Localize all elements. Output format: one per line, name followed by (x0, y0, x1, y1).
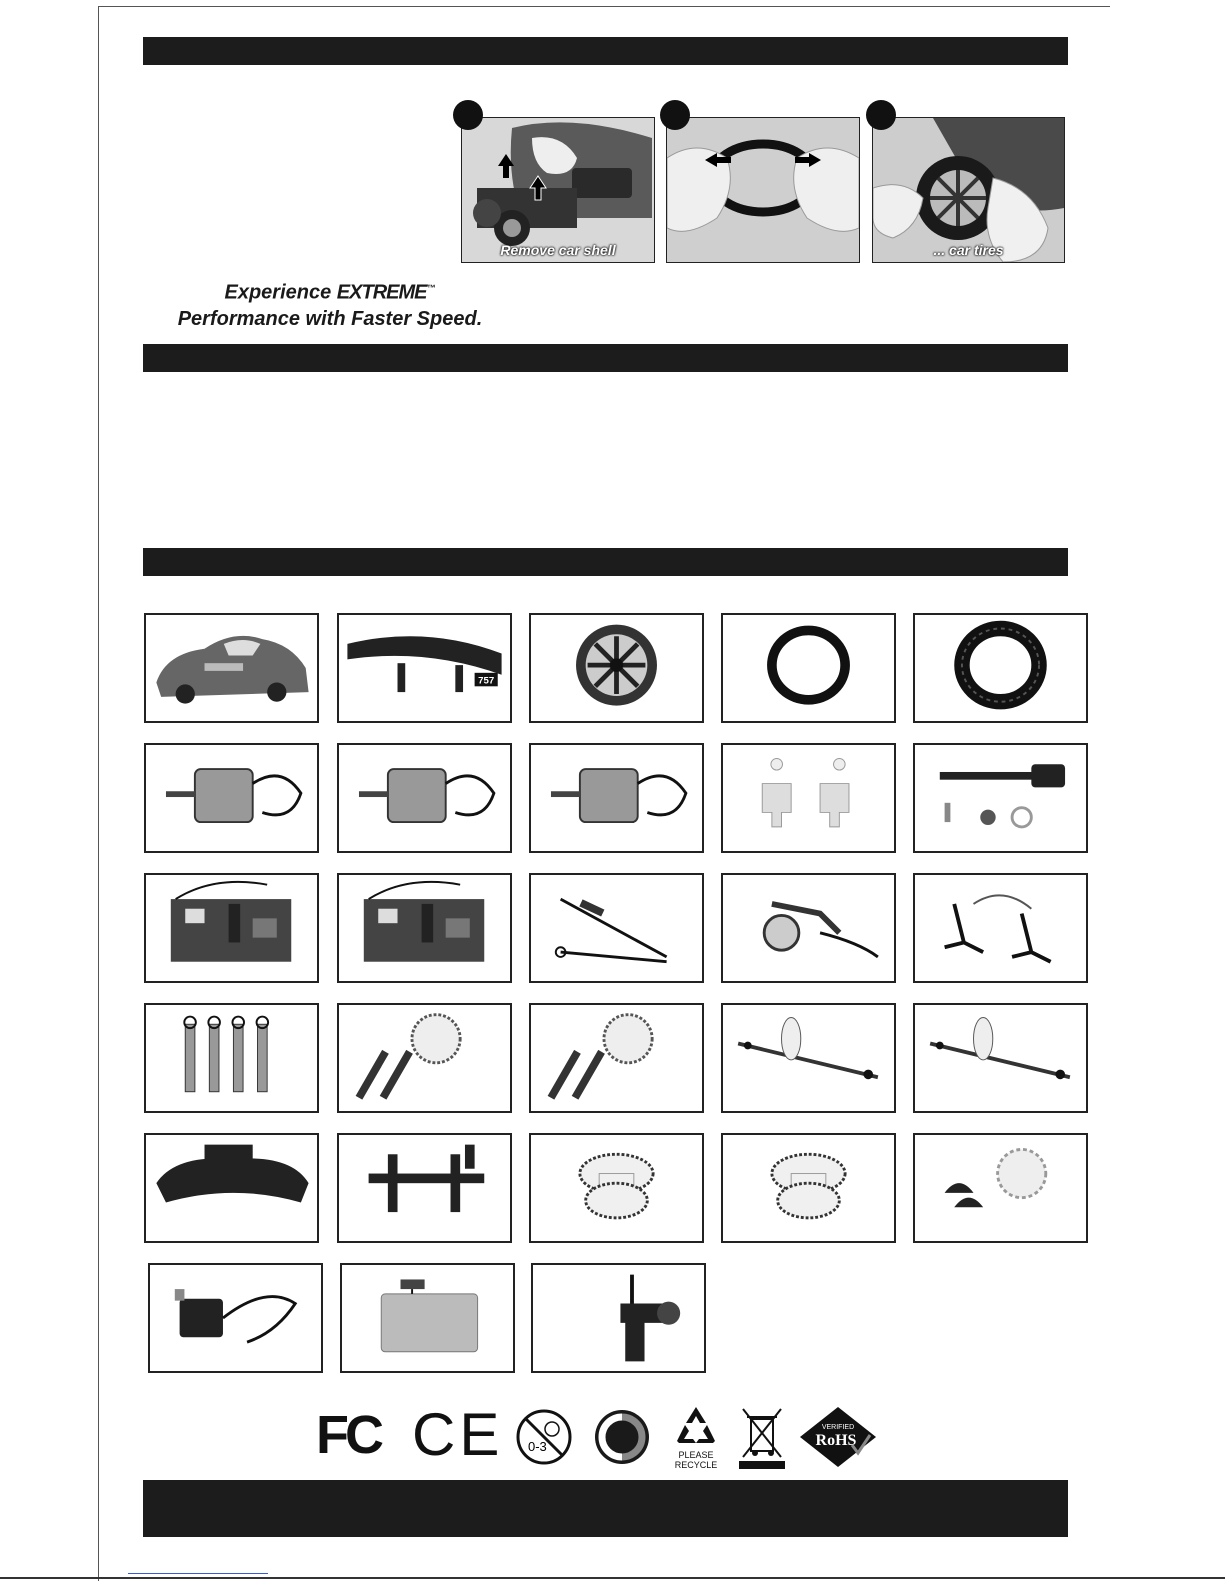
diff-icon (915, 1135, 1086, 1241)
battery-icon (342, 1265, 513, 1371)
section-header-bar-2 (143, 344, 1068, 372)
step-photo-1 (461, 117, 655, 263)
step-number-badge-3 (866, 100, 896, 130)
part-gearbox-a (337, 1003, 512, 1113)
tire-ring-icon (723, 615, 894, 721)
part-wall-charger (148, 1263, 323, 1373)
age-label: 0-3 (528, 1439, 547, 1454)
part-motor-b (337, 743, 512, 853)
circuit-board-icon (339, 875, 510, 981)
tire-tread-icon (915, 615, 1086, 721)
certification-logos (0, 1401, 1225, 1475)
part-battery-wire (529, 873, 704, 983)
part-steering-knuckles (721, 743, 896, 853)
gear-shaft-icon (531, 1005, 702, 1111)
part-spur-gear-b (721, 1133, 896, 1243)
wheel-icon (531, 615, 702, 721)
part-motor-a (144, 743, 319, 853)
tagline-prefix: Experience (224, 281, 337, 304)
step-number-badge-2 (660, 100, 690, 130)
fit-tire-photo (873, 118, 1064, 262)
long-shaft-icon (723, 1005, 894, 1111)
fcc-logo: FC (316, 1405, 380, 1465)
part-differential-parts (913, 1133, 1088, 1243)
rohs-top: VERIFIED (821, 1424, 855, 1431)
part-drive-shaft-b (913, 1003, 1088, 1113)
step-number-badge-1 (453, 100, 483, 130)
long-shaft-icon (915, 1005, 1086, 1111)
circuit-board-icon (146, 875, 317, 981)
step-caption-1: Remove car shell (500, 242, 616, 258)
wire-icon (531, 875, 702, 981)
part-drift-tire-tread (913, 613, 1088, 723)
recycle-logo (668, 1405, 724, 1470)
part-light-unit (721, 873, 896, 983)
drive-shaft-icon (915, 745, 1086, 851)
gear-shaft-icon (339, 1005, 510, 1111)
part-front-bumper (144, 1133, 319, 1243)
rohs-logo (798, 1405, 878, 1469)
part-wheel-rim (529, 613, 704, 723)
shock-icon (146, 1005, 317, 1111)
bumper-icon (146, 1135, 317, 1241)
part-drive-shaft-a (721, 1003, 896, 1113)
remote-icon (533, 1265, 704, 1371)
tagline (150, 275, 510, 332)
step-photo-2 (666, 117, 860, 263)
spur-gear-icon (723, 1135, 894, 1241)
recycle-icon (673, 1405, 719, 1445)
part-drift-tire-smooth (721, 613, 896, 723)
part-rear-spoiler (337, 613, 512, 723)
part-body-post-mount (337, 1133, 512, 1243)
green-dot-icon (594, 1405, 650, 1469)
motor-icon (339, 745, 510, 851)
part-car-shell (144, 613, 319, 723)
part-label: 757 (478, 675, 495, 687)
page-border-left (98, 6, 99, 1581)
age-warning-icon (514, 1407, 574, 1467)
step-caption-3: ... car tires (933, 242, 1004, 258)
part-gearbox-b (529, 1003, 704, 1113)
motor-icon (146, 745, 317, 851)
footer-bar (143, 1480, 1068, 1537)
weee-bin-icon (739, 1405, 785, 1469)
part-drive-cup-set (913, 743, 1088, 853)
section-header-bar-1 (143, 37, 1068, 65)
rohs-text: RoHS (815, 1432, 857, 1449)
part-receiver-board-b (337, 873, 512, 983)
stretch-tire-photo (667, 118, 859, 262)
ce-mark: CE (412, 1401, 504, 1468)
part-receiver-board-a (144, 873, 319, 983)
motor-icon (531, 745, 702, 851)
page-border-bottom (0, 1577, 1225, 1579)
recycle-text-2: RECYCLE (674, 1460, 718, 1470)
charger-icon (150, 1265, 321, 1371)
part-spur-gear-a (529, 1133, 704, 1243)
page-border-top (98, 6, 1110, 7)
brand-extreme: EXTREME (336, 281, 427, 304)
link-underline[interactable] (128, 1573, 268, 1574)
car-chassis-photo (462, 118, 654, 262)
tagline-line2: Performance with Faster Speed. (177, 307, 483, 330)
part-shock-absorbers (144, 1003, 319, 1113)
car-shell-icon (146, 615, 317, 721)
knuckle-icon (723, 745, 894, 851)
part-battery-pack (340, 1263, 515, 1373)
trademark-symbol: ™ (426, 283, 436, 293)
led-icon (723, 875, 894, 981)
part-transmitter (531, 1263, 706, 1373)
post-mount-icon (339, 1135, 510, 1241)
part-antenna-mounts (913, 873, 1088, 983)
part-motor-c (529, 743, 704, 853)
step-photo-3 (872, 117, 1065, 263)
spoiler-icon (339, 615, 510, 721)
recycle-text-1: PLEASE (678, 1450, 714, 1460)
section-header-bar-3 (143, 548, 1068, 576)
mount-icon (915, 875, 1086, 981)
spur-gear-icon (531, 1135, 702, 1241)
